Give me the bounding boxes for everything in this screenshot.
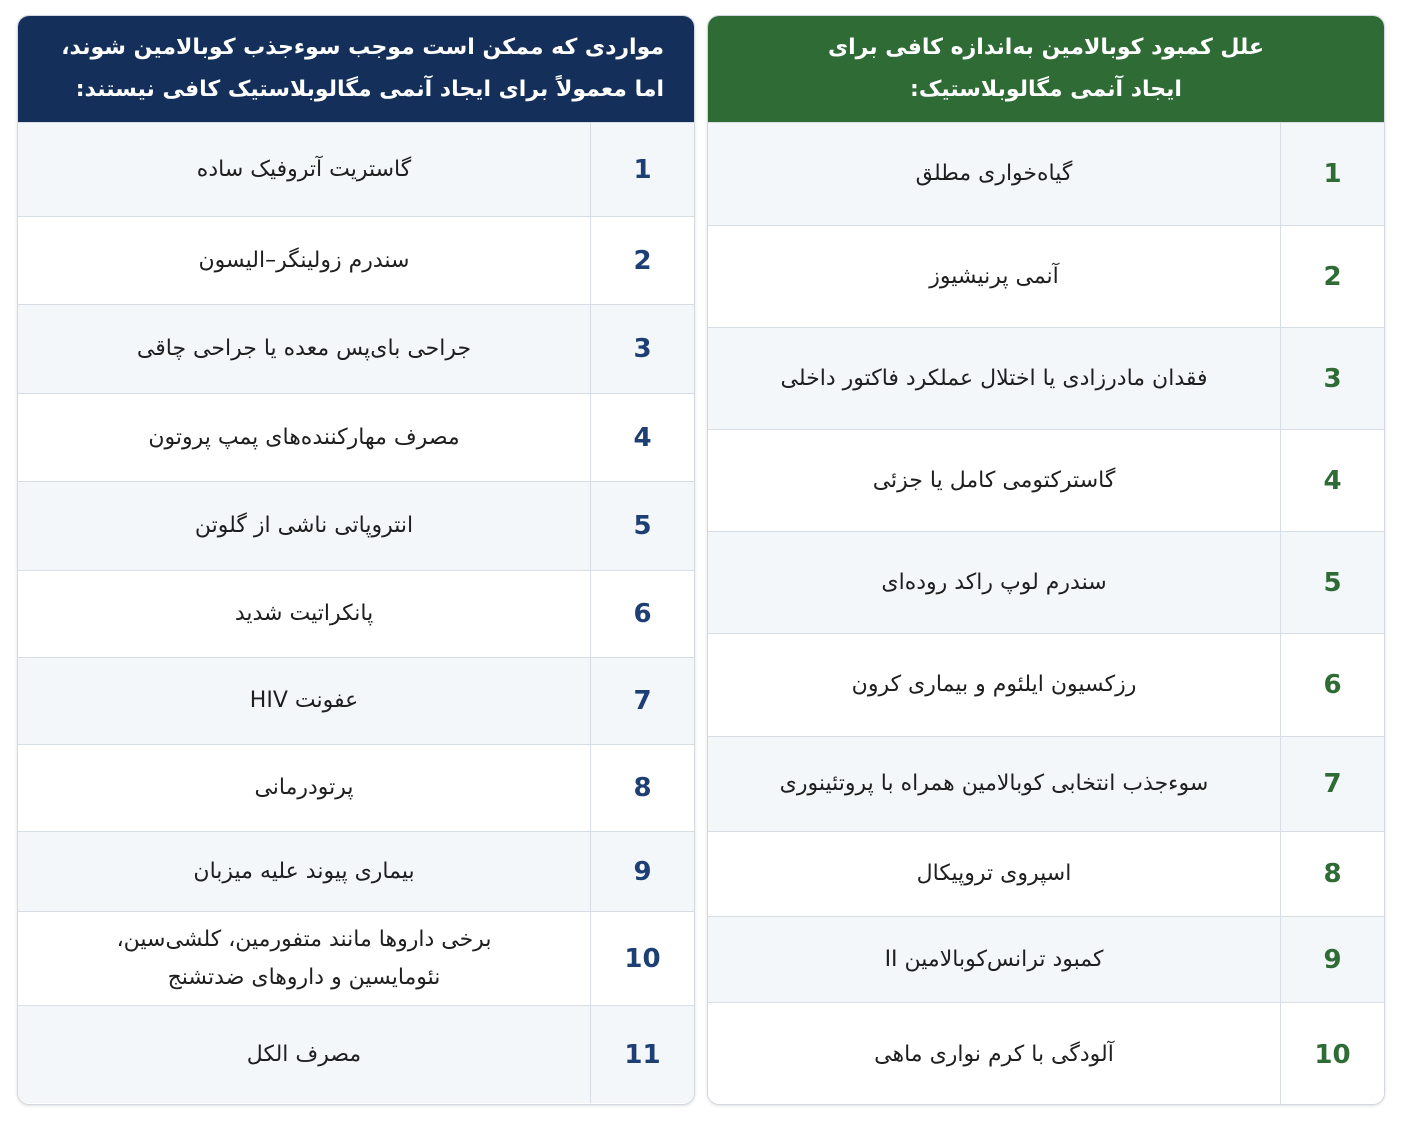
right-table-body (708, 122, 1384, 1105)
row-text (18, 912, 590, 1005)
row-number: 9 (590, 832, 694, 911)
table-row (18, 393, 694, 481)
row-text: پرتودرمانی (254, 775, 354, 800)
table-row (18, 570, 694, 657)
row-number: 6 (590, 571, 694, 657)
row-number: 4 (590, 394, 694, 481)
row-text: آلودگی با کرم نواری ماهی (874, 1041, 1114, 1067)
row-text: فقدان مادرزادی یا اختلال عملکرد فاکتور داخلی (780, 365, 1208, 391)
table-row (708, 633, 1384, 736)
row-text: کمبود ترانس‌کوبالامین II (884, 946, 1104, 972)
row-text: بیماری پیوند علیه میزبان (193, 858, 415, 884)
table-row (18, 911, 694, 1005)
row-number: 5 (590, 482, 694, 570)
table-row (708, 122, 1384, 225)
table-row (18, 1005, 694, 1103)
row-number: 10 (1280, 1003, 1384, 1105)
table-row (708, 736, 1384, 831)
table-row (708, 225, 1384, 327)
table-row (18, 831, 694, 911)
row-number: 8 (1280, 832, 1384, 916)
row-text: انتروپاتی ناشی از گلوتن (194, 513, 414, 538)
row-text: پانکراتیت شدید (234, 601, 374, 626)
left-table-header (18, 16, 694, 122)
row-number: 9 (1280, 917, 1384, 1002)
row-text: مصرف مهارکننده‌های پمپ پروتون (148, 424, 460, 450)
row-number: 1 (1280, 123, 1384, 225)
left-table-body (18, 122, 694, 1103)
row-text: جراحی بای‌پس معده یا جراحی چاقی (136, 336, 472, 361)
row-number: 6 (1280, 634, 1384, 736)
row-number: 2 (590, 217, 694, 304)
table-row (18, 657, 694, 744)
row-number: 2 (1280, 226, 1384, 327)
row-number: 7 (590, 658, 694, 744)
table-row (708, 831, 1384, 916)
row-number: 5 (1280, 532, 1384, 633)
row-text: گاستریت آتروفیک ساده (196, 156, 412, 182)
left-header-line-2: اما معمولاً برای ایجاد آنمی مگالوبلاستیک کافی نیستند: (75, 77, 664, 102)
row-text: اسپروی تروپیکال (916, 861, 1072, 886)
table-row (18, 744, 694, 831)
right-header-line-1: علل کمبود کوبالامین به‌اندازه کافی برای (827, 35, 1265, 60)
row-text: رزکسیون ایلئوم و بیماری کرون (851, 672, 1137, 697)
row-text: سندرم لوپ راکد روده‌ای (881, 569, 1107, 595)
row-text-line-1: برخی داروها مانند متفورمین، کلشی‌سین، (116, 926, 492, 952)
left-header-line-1: مواردی که ممکن است موجب سوءجذب کوبالامین شوند، (61, 35, 664, 60)
right-table (707, 15, 1385, 1105)
row-number: 1 (590, 123, 694, 216)
table-row (708, 531, 1384, 633)
right-header-line-2: ایجاد آنمی مگالوبلاستیک: (910, 77, 1182, 102)
table-row (708, 327, 1384, 429)
row-text: سندرم زولینگر–الیسون (198, 247, 410, 273)
right-table-header (708, 16, 1384, 122)
row-number: 11 (590, 1006, 694, 1103)
table-row (18, 122, 694, 216)
table-row (18, 304, 694, 393)
row-number: 7 (1280, 737, 1384, 831)
row-text: سوءجذب انتخابی کوبالامین همراه با پروتئینوری (779, 771, 1209, 796)
row-number: 10 (590, 912, 694, 1005)
table-row (18, 481, 694, 570)
table-row (708, 429, 1384, 531)
row-number: 8 (590, 745, 694, 831)
row-text: آنمی پرنیشیوز (929, 263, 1059, 289)
row-number: 3 (590, 305, 694, 393)
row-text: گاسترکتومی کامل یا جزئی (872, 467, 1116, 493)
row-text: مصرف الکل (246, 1041, 362, 1067)
row-number: 3 (1280, 328, 1384, 429)
row-number: 4 (1280, 430, 1384, 531)
table-row (18, 216, 694, 304)
row-text-line-2: نئومایسین و داروهای ضدتشنج (167, 964, 441, 990)
table-row (708, 916, 1384, 1002)
left-table (17, 15, 695, 1105)
row-text: عفونت HIV (249, 688, 359, 713)
row-text: گیاه‌خواری مطلق (915, 161, 1073, 186)
table-row (708, 1002, 1384, 1105)
